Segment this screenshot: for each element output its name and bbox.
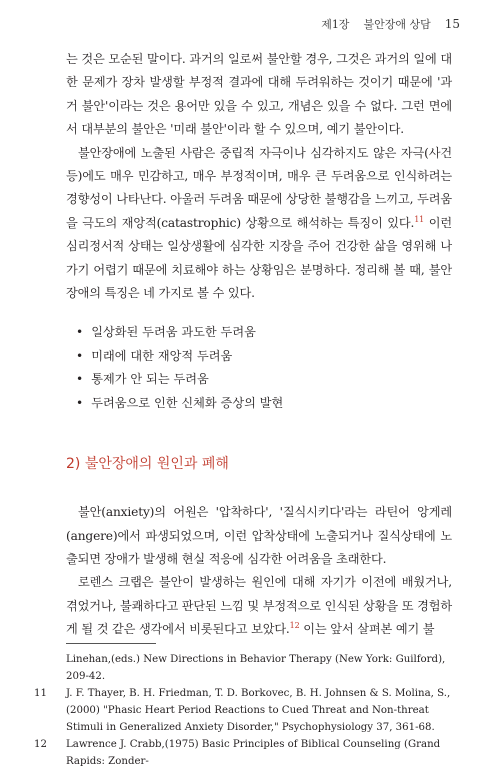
footnote-11 [34, 685, 454, 736]
footnote-text: Lawrence J. Crabb,(1975) Basic Principles of Biblical Counseling (Grand Rapids: Zonder- [66, 739, 441, 767]
body-text [66, 48, 452, 642]
list-item: • 일상화된 두려움 과도한 두려움 [76, 321, 452, 344]
section-heading: 2) 불안장애의 원인과 폐해 [66, 456, 229, 473]
footnotes [34, 651, 454, 770]
footnote-number: 11 [34, 688, 47, 699]
running-head [321, 16, 460, 32]
list-item: • 미래에 대한 재앙적 두려움 [76, 345, 452, 368]
bullet-list [76, 321, 452, 415]
list-item: • 통제가 안 되는 두려움 [76, 368, 452, 391]
paragraph-3 [66, 501, 452, 571]
footnote-continued [34, 651, 454, 685]
paragraph-3-text: 불안(anxiety)의 어원은 '압착하다', '질식시키다'라는 라틴어 앙게레(angere)에서 파생되었으며, 이런 압착상태에 노출되거나 질식상태에 노출되면 장애가 발생해 현실 적응에 심각한 어려움을 초래한다. [66, 505, 452, 566]
footnote-ref-12[interactable]: 12 [289, 621, 300, 631]
chapter-label: 제1장 [321, 18, 350, 31]
paragraph-4 [66, 571, 452, 641]
footnote-text: Linehan,(eds.) New Directions in Behavior Therapy (New York: Guilford), 209-42. [66, 654, 446, 682]
paragraph-4-continued: 이는 앞서 살펴본 예기 불 [303, 622, 435, 637]
paragraph-2-text: 불안장애에 노출된 사람은 중립적 자극이나 심각하지도 않은 자극(사건 등)에도 매우 민감하고, 매우 부정적이며, 매우 큰 두려움으로 인식하려는 경향성이 나타난다. 아울러 두려움 때문에 상당한 불행감을 느끼고, 두려움을 극도의 재앙적(catastrophic) 상황으로 해석하는 특징이 있다. [66, 145, 452, 230]
footnote-number [34, 651, 66, 685]
footnote-12 [34, 736, 454, 770]
chapter-title: 불안장애 상담 [363, 18, 431, 31]
footnote-divider [66, 643, 156, 644]
paragraph-1: 는 것은 모순된 말이다. 과거의 일로써 불안할 경우, 그것은 과거의 일에 대한 문제가 장차 발생할 부정적 결과에 대해 두려워하는 것이기 때문에 '과거 불안'이라는 것은 용어만 있을 수 있고, 개념은 있을 수 없다. 그런 면에서 대부분의 불안은 '미래 불안'이라 할 수 있으며, 예기 불안이다. [66, 52, 452, 137]
paragraph-4-text: 로렌스 크랩은 불안이 발생하는 원인에 대해 자기가 이전에 배웠거나, 겪었거나, 불쾌하다고 판단된 느낌 및 부정적으로 인식된 상황을 또 경험하게 될 것 같은 생각에서 비롯된다고 보았다. [66, 575, 452, 637]
page-number: 15 [444, 17, 460, 31]
paragraph-2-continued: 이런 심리정서적 상태는 일상생활에 심각한 지장을 주어 건강한 삶을 영위해 나가기 어렵기 때문에 치료해야 하는 상황임은 분명하다. 정리해 볼 때, 불안장애의 특징은 네 가지로 볼 수 있다. [66, 215, 452, 301]
footnote-text: J. F. Thayer, B. H. Friedman, T. D. Borkovec, B. H. Johnsen & S. Molina, S.,(2000) "Phasic Heart Period Reactions to Cued Threat and Non-threat Stimuli in Generalized Anxiety Disorder," Psychophysiology 37, 361-68. [66, 688, 451, 733]
footnote-number: 12 [34, 739, 47, 750]
paragraph-2 [66, 142, 452, 306]
footnote-ref-11[interactable]: 11 [414, 214, 425, 224]
list-item: • 두려움으로 인한 신체화 증상의 발현 [76, 392, 452, 415]
